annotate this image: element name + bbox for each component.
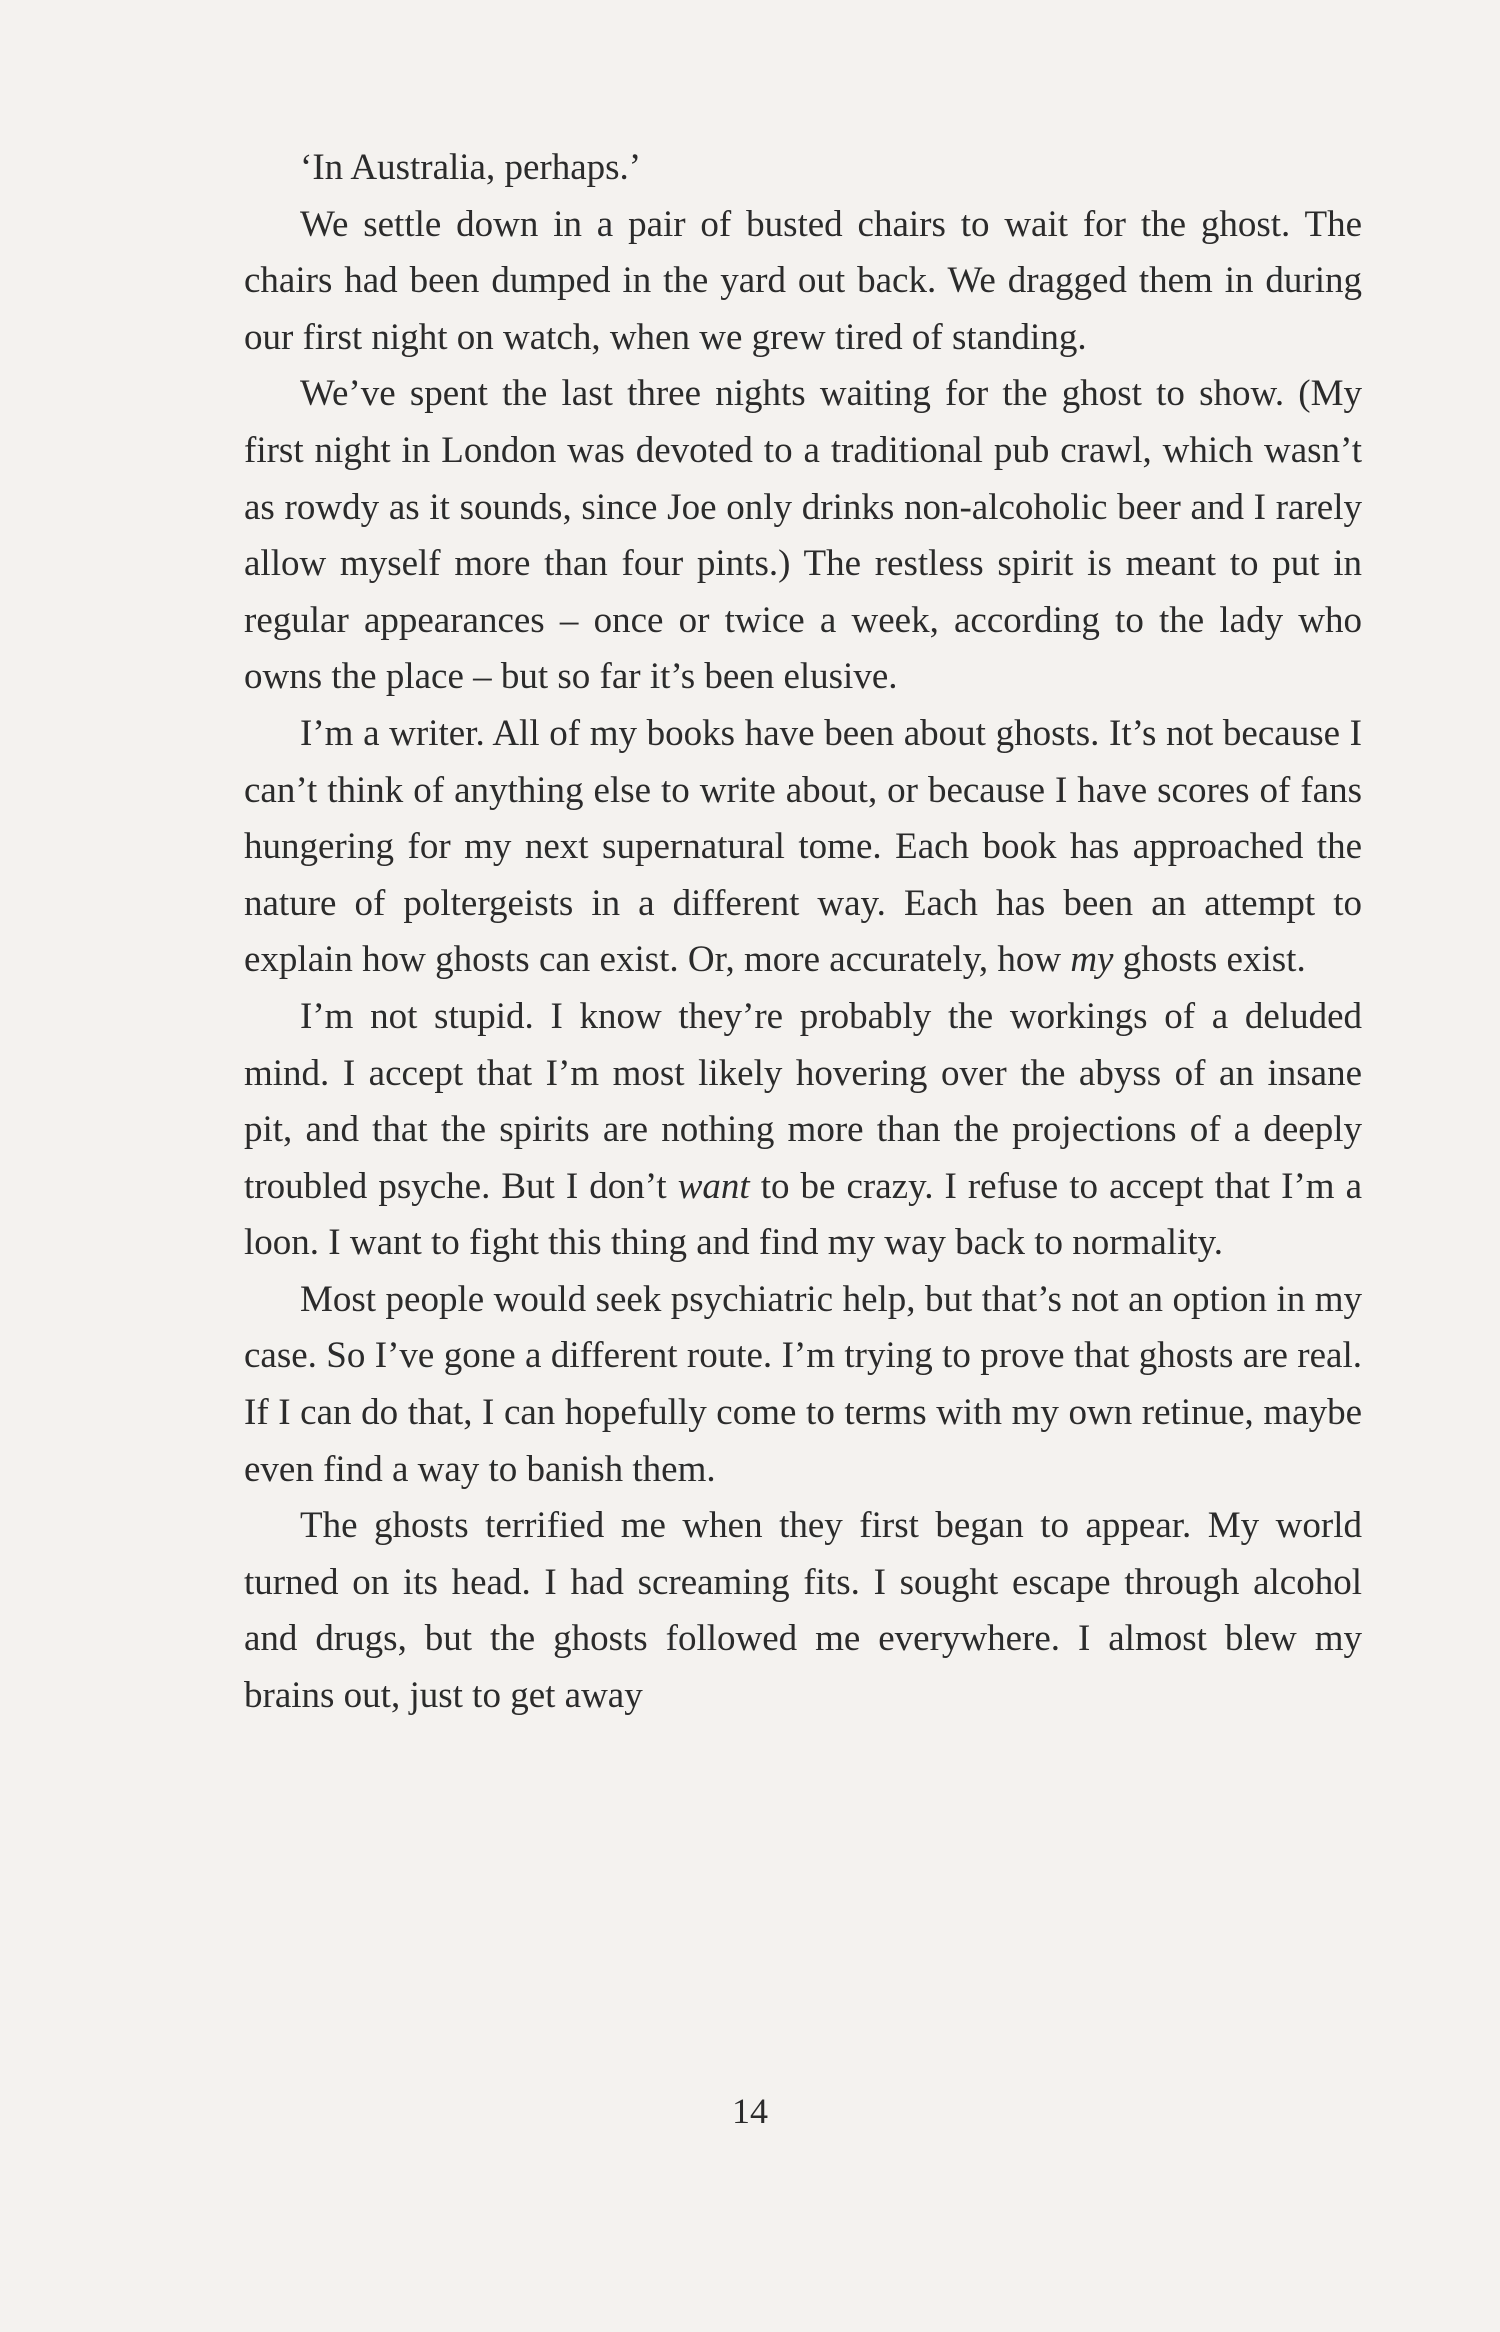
paragraph xyxy=(244,140,1362,197)
paragraph xyxy=(244,366,1362,706)
body-text xyxy=(244,140,1362,1725)
text-segment: ‘In Australia, perhaps.’ xyxy=(300,147,642,188)
italic-text: want xyxy=(677,1165,750,1207)
text-segment: We’ve spent the last three nights waiting for the ghost to show. (My first night in London was devoted to a traditional pub crawl, which wasn’t as rowdy as it sounds, since Joe only drinks non-alcoholic beer and I rarely allow myself more than four pints.) The restless spirit is meant to put in regular appearances – once or twice a week, according to the lady who owns the place – but so far it’s been elusive. xyxy=(244,373,1362,698)
paragraph xyxy=(244,989,1362,1272)
text-segment: The ghosts terrified me when they first began to appear. My world turned on its head. I had screaming fits. I sought escape through alcohol and drugs, but the ghosts followed me everywhere. I almost blew my brains out, just to get away xyxy=(244,1505,1362,1717)
text-segment: I’m not stupid. I know they’re probably the workings of a deluded mind. I accept that I’m most likely hovering over the abyss of an insane pit, and that the spirits are nothing more than the projections of a deeply troubled psyche. But I don’t xyxy=(244,995,1362,1207)
text-segment: I’m a writer. All of my books have been about ghosts. It’s not because I can’t think of anything else to write about, or because I have scores of fans hungering for my next supernatural tome. Each book has approached the nature of poltergeists in a different way. Each has been an attempt to explain how ghosts can exist. Or, more accurately, how xyxy=(244,712,1362,981)
paragraph xyxy=(244,706,1362,989)
text-segment: Most people would seek psychiatric help, but that’s not an option in my case. So I’ve gone a different route. I’m trying to prove that ghosts are real. If I can do that, I can hopefully come to terms with my own retinue, maybe even find a way to banish them. xyxy=(244,1278,1362,1490)
text-segment: to be crazy. I refuse to accept that I’m a loon. I want to fight this thing and find my way back to normality. xyxy=(244,1165,1363,1264)
italic-text: my xyxy=(1070,939,1114,981)
text-segment: ghosts exist. xyxy=(1113,939,1306,981)
paragraph xyxy=(244,197,1362,367)
paragraph xyxy=(244,1498,1362,1724)
text-segment: We settle down in a pair of busted chairs to wait for the ghost. The chairs had been dumped in the yard out back. We dragged them in during our first night on watch, when we grew tired of standing. xyxy=(244,203,1362,358)
paragraph xyxy=(244,1272,1362,1498)
page-number: 14 xyxy=(732,2091,768,2131)
